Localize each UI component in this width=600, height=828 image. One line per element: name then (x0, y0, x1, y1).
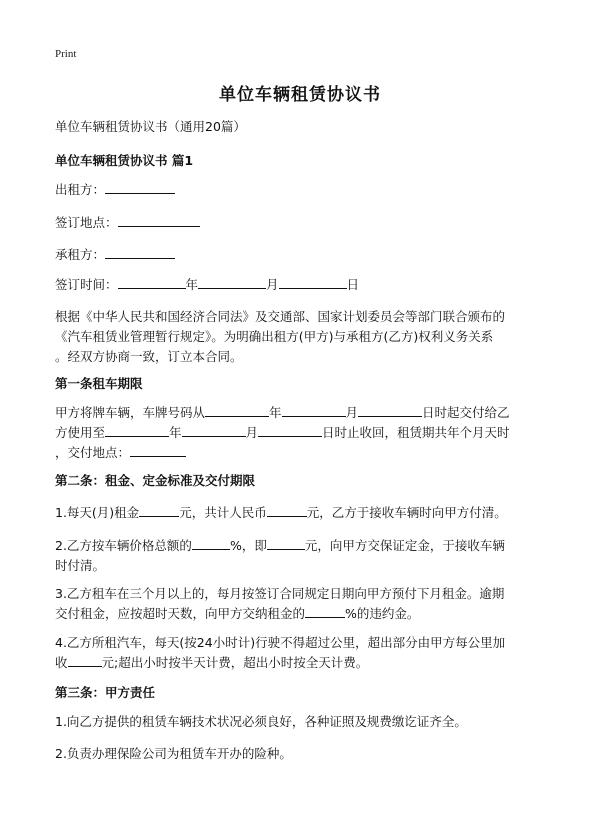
a1-l2-blank-3 (258, 422, 322, 437)
a2-p2-text-a: 2.乙方按车辆价格总额的 (55, 538, 192, 553)
article2-item-4-line-1: 4.乙方所租汽车，每天(按24小时计)行驶不得超过公里，超出部分由甲方每公里加 (55, 635, 506, 650)
lessee-field (55, 244, 555, 266)
a1-l3-text-a: ，交付地点： (55, 445, 131, 460)
intro-line-2: 《汽车租赁业管理暂行规定》。为明确出租方(甲方)与承租方(乙方)权利义务关系 (55, 329, 494, 344)
intro-line-3: 。经双方协商一致，订立本合同。 (55, 349, 243, 364)
a2-p1-text-a: 1.每天(月)租金 (55, 505, 140, 520)
lessor-field (55, 179, 555, 201)
a2-p1-blank-2 (267, 502, 307, 517)
a2-p2-blank-1 (192, 535, 230, 550)
a1-l1-text-a: 甲方将牌车辆，车牌号码从 (55, 405, 206, 420)
section-title: 单位车辆租赁协议书 篇1 (55, 153, 194, 168)
article3-item-2: 2.负责办理保险公司为租赁车开办的险种。 (55, 746, 292, 761)
month-blank (198, 274, 266, 289)
article1-line-2 (55, 422, 555, 444)
year-blank (118, 274, 186, 289)
lessor-label: 出租方： (55, 182, 106, 197)
sign-place-field (55, 212, 555, 234)
sign-place-label: 签订地点： (55, 215, 118, 230)
article2-item-2-line-1 (55, 535, 555, 557)
a1-l1-text-c: 月 (345, 405, 359, 420)
a2-p4-text-a: 收 (55, 655, 68, 670)
lessee-blank (105, 244, 175, 259)
intro-line-1: 根据《中华人民共和国经济合同法》及交通部、国家计划委员会等部门联合颁布的 (55, 309, 506, 324)
a1-l2-text-c: 月 (245, 425, 259, 440)
document-subtitle: 单位车辆租赁协议书（通用20篇） (55, 119, 246, 134)
a1-l1-blank-3 (358, 402, 422, 417)
article2-item-3-line-2 (55, 603, 555, 625)
lessor-blank (105, 179, 175, 194)
a1-l2-text-b: 年 (169, 425, 182, 440)
a1-l2-blank-2 (182, 422, 246, 437)
article2-item-4-line-2 (55, 652, 555, 674)
day-label: 日 (346, 277, 360, 292)
a2-p2-blank-2 (267, 535, 305, 550)
a1-l1-text-b: 年 (269, 405, 282, 420)
month-label: 月 (266, 277, 279, 292)
lessee-label: 承租方： (55, 247, 106, 262)
article2-item-3-line-1: 3.乙方租车在三个月以上的，每月按签订合同规定日期向甲方预付下月租金。逾期 (55, 586, 505, 601)
a1-l1-blank-1 (205, 402, 269, 417)
a1-l2-text-d: 日时止收回，租赁期共年个月天时 (322, 425, 510, 440)
article2-item-1 (55, 502, 555, 524)
article1-line-1 (55, 402, 555, 424)
a2-p3-text-a: 交付租金，应按超时天数，向甲方交纳租金的 (55, 606, 306, 621)
article2-item-2-line-2: 时付清。 (55, 558, 106, 573)
a2-p4-blank (68, 652, 102, 667)
sign-time-label: 签订时间： (55, 277, 118, 292)
print-link[interactable]: Print (55, 48, 77, 60)
a2-p2-text-c: 元，向甲方交保证定金，于接收车辆 (304, 538, 505, 553)
article2-heading: 第二条：租金、定金标准及交付期限 (55, 473, 256, 488)
sign-time-field (55, 274, 555, 296)
article3-item-1: 1.向乙方提供的租赁车辆技术状况必须良好，各种证照及规费缴讫证齐全。 (55, 714, 467, 729)
year-label: 年 (185, 277, 199, 292)
article1-line-3 (55, 442, 555, 464)
document-title: 单位车辆租赁协议书 (219, 85, 381, 105)
a1-l1-blank-2 (282, 402, 346, 417)
a2-p4-text-b: 元;超出小时按半天计费，超出小时按全天计费。 (101, 655, 369, 670)
a2-p1-text-b: 元，共计人民币 (179, 505, 267, 520)
a2-p3-text-b: %的违约金。 (345, 606, 420, 621)
a2-p1-text-c: 元，乙方于接收车辆时向甲方付清。 (306, 505, 507, 520)
sign-place-blank (118, 212, 200, 227)
a1-l2-text-a: 方使用至 (55, 425, 106, 440)
a2-p2-text-b: %，即 (229, 538, 267, 553)
article3-heading: 第三条：甲方责任 (55, 685, 156, 700)
a1-l1-text-d: 日时起交付给乙 (422, 405, 510, 420)
a1-l2-blank-1 (105, 422, 169, 437)
delivery-place-blank (130, 442, 186, 457)
article1-heading: 第一条租车期限 (55, 376, 143, 391)
day-blank (279, 274, 347, 289)
a2-p1-blank-1 (139, 502, 179, 517)
a2-p3-blank (305, 603, 345, 618)
